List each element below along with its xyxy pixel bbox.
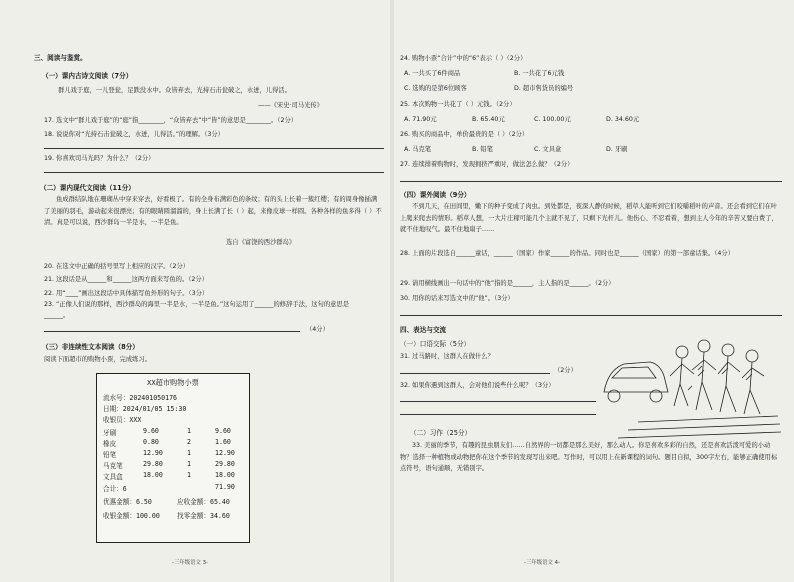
street-crossing-illustration <box>598 330 782 442</box>
q24-option-d: D. 超市售货员的编号 <box>514 85 574 92</box>
part4-title: （四）课外阅读（9分） <box>400 191 471 199</box>
answer-line-18[interactable] <box>44 148 384 149</box>
q25-option-c: C. 100.00元 <box>534 116 571 123</box>
receipt-row-name: 马克笔 <box>103 462 123 470</box>
part3-intro: 阅读下面超市的购物小票，完成练习。 <box>44 356 152 363</box>
part41-title: （一）口语交际（5分） <box>400 340 471 348</box>
receipt-row-price: 18.00 <box>143 471 163 479</box>
receipt-row-qty: 1 <box>187 471 191 479</box>
answer-line-32b[interactable] <box>400 414 596 415</box>
part1-title: （一）课内古诗文阅读（7分） <box>42 72 133 80</box>
answer-line-27[interactable] <box>400 181 782 182</box>
q25-option-a: A. 71.90元 <box>404 116 437 123</box>
q26-option-a: A. 马克笔 <box>404 146 432 153</box>
receipt-row-name: 文具盒 <box>103 473 123 481</box>
right-page-footer: -三年级语文 4- <box>524 560 560 566</box>
receipt-row-amount: 18.00 <box>215 471 235 479</box>
receipt-row-name: 橡皮 <box>103 440 117 448</box>
part3-title: （三）非连续性文本阅读（8分） <box>42 343 139 351</box>
question-32: 32. 如果你遇到这群人，会对他们说些什么呢？（3分） <box>400 382 555 389</box>
receipt-serial: 流水号：202401050176 <box>103 394 178 402</box>
q25-option-d: D. 34.60元 <box>606 116 640 123</box>
q24-option-c: C. 选购的是第6位顾客 <box>404 85 467 92</box>
answer-line-31[interactable] <box>400 373 550 374</box>
part42-title: （二）习作（25分） <box>410 429 472 437</box>
question-18: 18. 说说你对“光持石击瓮破之，水迸，儿得活。”的理解。（3分） <box>44 131 224 138</box>
receipt-row-amount: 29.80 <box>215 460 235 468</box>
question-21: 21. 这段话是从______和______这两方面来写鱼的。（2分） <box>44 276 208 283</box>
poem-source: ——《宋史·司马光传》 <box>258 102 323 109</box>
q26-option-c: C. 文具盒 <box>534 146 562 153</box>
question-17: 17. 选文中“群儿戏于庭”的“庭”指________，“众皆弃去”中“皆”的意思是________。（2分） <box>44 117 298 124</box>
receipt-row-qty: 1 <box>187 449 191 457</box>
q26-option-b: B. 铅笔 <box>472 146 493 153</box>
receipt-row-price: 9.60 <box>143 427 159 435</box>
question-29: 29. 请用横线画出一句话中的“他”指的是______，主人指的是______。（2分） <box>400 280 615 287</box>
receipt-row-amount: 1.60 <box>215 438 231 446</box>
question-20: 20. 在选文中正确的括号里写上相应的汉字。（2分） <box>44 263 190 270</box>
receipt-row-qty: 1 <box>187 460 191 468</box>
question-30: 30. 用你的话来写选文中的“他”。（3分） <box>400 295 514 302</box>
passage-2-source: 选自《富饶的西沙群岛》 <box>226 239 296 246</box>
answer-line-19[interactable] <box>44 172 384 173</box>
receipt-row-qty: 2 <box>187 438 191 446</box>
part2-title: （二）课内现代文阅读（11分） <box>40 184 135 192</box>
question-26: 26. 购买的商品中，单价最贵的是（ ）（2分） <box>400 131 529 138</box>
car-outline <box>604 362 668 392</box>
receipt-payable: 应收金额：65.40 <box>177 498 230 506</box>
question-23: 23. “正像人们说的那样，西沙群岛的海里一半是水，一半是鱼。”这句运用了______的修辞手法，这句的意思是______。 <box>44 301 350 319</box>
poem-body: 群儿戏于庭，一儿登瓮，足跌没水中。众皆弃去，光持石击瓮破之，水迸，儿得活。 <box>58 87 291 94</box>
question-19: 19. 你喜欢司马光吗？为什么？（2分） <box>44 155 155 162</box>
receipt-row-price: 29.80 <box>143 460 163 468</box>
left-page <box>0 0 390 582</box>
receipt <box>96 373 250 543</box>
receipt-date: 日期：2024/01/05 15:30 <box>103 405 187 413</box>
right-page <box>394 0 794 582</box>
question-24: 24. 购物小票“合计”中的“6”表示（ ）（2分） <box>400 55 527 62</box>
section3-title: 三、阅读与鉴赏。 <box>34 54 87 62</box>
receipt-row-name: 牙刷 <box>103 429 117 437</box>
question-25: 25. 本次购物一共花了（ ）元钱。（2分） <box>400 101 516 108</box>
question-28: 28. 上面的片段选自______童话，______（国家）作家______的作品。同时也是______（国家）的第一部童话集。（4分） <box>400 250 735 257</box>
answer-line-30[interactable] <box>400 315 782 316</box>
question-23-points: （4分） <box>306 326 329 333</box>
question-31-points: （2分） <box>554 367 577 374</box>
receipt-discount: 优惠金额：6.50 <box>103 498 152 506</box>
left-page-footer: -三年级语文 3- <box>172 560 208 566</box>
question-33: 33. 美丽的季节，有趣的昆虫朋友们……自然界的一切都是那么美好，那么动人。你是喜欢多彩的自然，还是喜欢活泼可爱的小动物？选择一种植物或动物把你在这个季节的发现写出来吧。写作时，可以用上在新课程的词句。题目自拟，300字左右，能够正确使用标点符号，语句通顺，无错别字。 <box>400 442 778 472</box>
receipt-title: XX超市购物小票 <box>147 378 199 387</box>
receipt-total-label: 合计：6 <box>103 485 127 493</box>
receipt-row-name: 铅笔 <box>103 451 117 459</box>
question-22: 22. 用“____”画出这段话中具体描写鱼外形的句子。（3分） <box>44 290 209 297</box>
passage-4: 不到几天，在田间里，嫩下的种子变成了肉虫。到处都是，夜深人静的时候，稻草人能听到它们咬嚼稻叶的声音。还会看到它们在叶上爬来爬去的情形。稻草人想，一大片庄稼可能几个主就不见了，只剩下光杆儿。他伤心、不忍看着，想到主人今年的辛苦又要白费了，就不住地叹气。最不住地扇子…… <box>400 203 778 234</box>
question-27: 27. 连续排着购物时，发现拥挤严重时，做法怎么做？（2分） <box>400 161 574 168</box>
receipt-change: 找零金额：34.60 <box>177 512 230 520</box>
receipt-cashier: 收银员：XXX <box>103 416 142 424</box>
q26-option-d: D. 牙刷 <box>606 146 628 153</box>
answer-line-23[interactable] <box>44 331 300 332</box>
receipt-received: 收银金额：100.00 <box>103 512 160 520</box>
receipt-row-qty: 1 <box>187 427 191 435</box>
q25-option-b: B. 65.40元 <box>472 116 505 123</box>
receipt-row-price: 0.80 <box>143 438 159 446</box>
receipt-total-value: 71.90 <box>215 483 235 491</box>
receipt-row-amount: 12.90 <box>215 449 235 457</box>
passage-2: 鱼成群结队地在珊瑚丛中穿来穿去，好看极了。有的全身布满彩色的条纹；有的头上长着一簇红缨；有的周身像插满了美丽的羽毛，游动起来很漂亮；有的眼睛圆溜溜的，身上长满了长（ ）起，来像皮球一样圆。各种各样的鱼多得（ ）不清。真是可以说，西沙群岛一半是水，一半是鱼。 <box>44 196 382 227</box>
q24-option-b: B. 一共花了6元钱 <box>514 70 565 77</box>
receipt-row-price: 12.90 <box>143 449 163 457</box>
section4-title: 四、表达与交流 <box>400 326 447 334</box>
q24-option-a: A. 一共买了6件商品 <box>404 70 461 77</box>
receipt-row-amount: 9.60 <box>215 427 231 435</box>
answer-line-32a[interactable] <box>400 401 596 402</box>
question-31: 31. 过马路时，这群人在做什么？ <box>400 353 494 360</box>
